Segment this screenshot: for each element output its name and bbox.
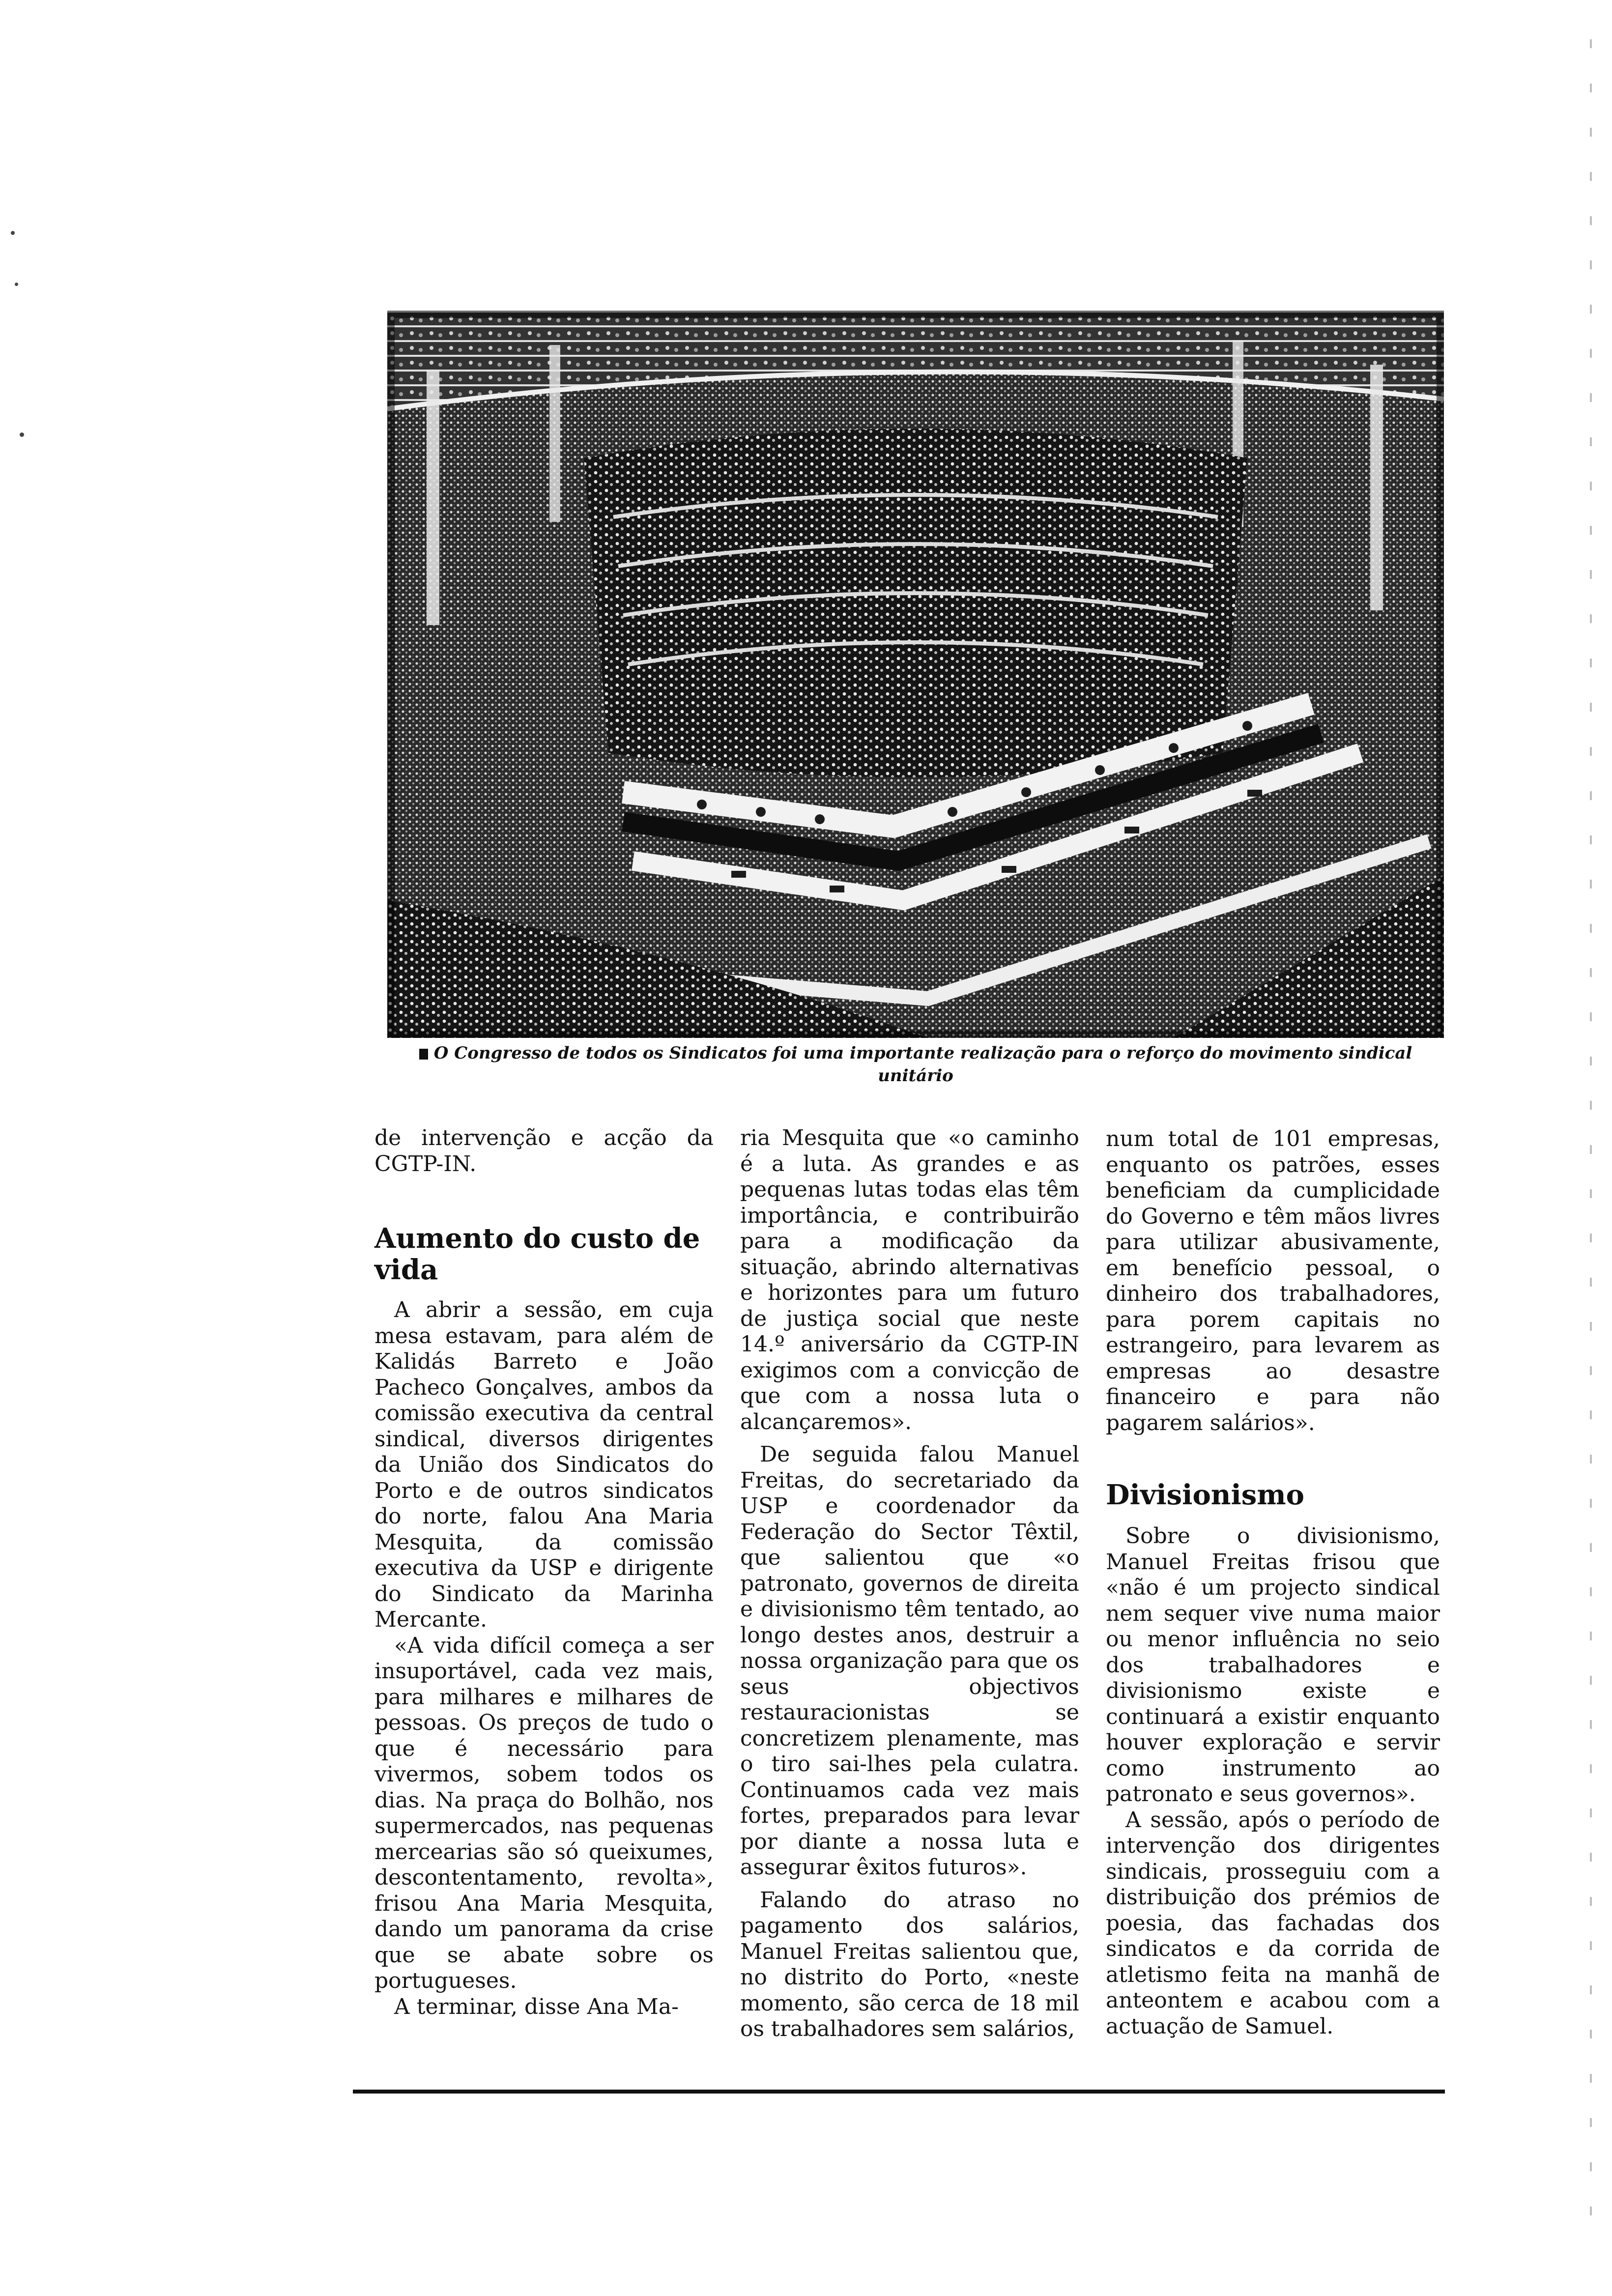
- column-2-paragraph-1: ria Mesquita que «o caminho é a luta. As grandes e as pequenas lutas todas elas têm importância, e contribuirão para a modificação da situação, abrindo alternativas e horizontes para um futuro de justiça social que neste 14.º aniversário da CGTP-IN exigimos com a convicção de que com a nossa luta o alcançaremos».: [740, 1125, 1079, 1435]
- caption-bullet: [419, 1049, 428, 1060]
- column-1-intro-text: de intervenção e acção da CGTP-IN.: [374, 1125, 714, 1177]
- heading-divisionismo: Divisionismo: [1106, 1479, 1304, 1511]
- column-2-paragraph-3: Falando do atraso no pagamento dos salários, Manuel Freitas salientou que, no distrito do Porto, «neste momento, são cerca de 18 mil os trabalhadores sem salários,: [740, 1887, 1079, 2041]
- heading-aumento-do-custo-de-vida: Aumento do custo de vida: [374, 1222, 700, 1286]
- congress-hall-photo: [387, 311, 1444, 1038]
- scan-speck: [15, 283, 18, 286]
- column-3-paragraph-1: num total de 101 empresas, enquanto os patrões, esses beneficiam da cumplicidade do Governo e têm mãos livres para utilizar abusivamente, em benefício pessoal, o dinheiro dos trabalhadores, para porem capitais no estrangeiro, para levarem as empresas ao desastre financeiro e para não pagarem salários».: [1106, 1126, 1440, 1435]
- column-2-paragraph-2: De seguida falou Manuel Freitas, do secretariado da USP e coordenador da Federação do Sector Têxtil, que salientou que «o patronato, governos de direita e divisionismo têm tentado, ao longo destes anos, destruir a nossa organização para que os seus objectivos restauracionistas se concretizem plenamente, mas o tiro sai-lhes pela culatra. Continuamos cada vez mais fortes, preparados para levar por diante a nossa luta e assegurar êxitos futuros».: [740, 1442, 1079, 1880]
- column-1-paragraph-3: A terminar, disse Ana Ma-: [394, 1994, 679, 2019]
- congress-hall-image: [387, 311, 1444, 1038]
- photo-caption: [382, 1042, 1449, 1087]
- column-1-paragraph-2: «A vida difícil começa a ser insuportável, cada vez mais, para milhares e milhares de pessoas. Os preços de tudo o que é necessário para vivermos, sobem todos os dias. Na praça do Bolhão, nos supermercados, nas pequenas mercearias são só queixumes, descontentamento, revolta», frisou Ana Maria Mesquita, dando um panorama da crise que se abate sobre os portugueses.: [374, 1633, 714, 1993]
- column-3-paragraph-3: A sessão, após o período de intervenção dos dirigentes sindicais, prosseguiu com a distribuição dos prémios de poesia, das fachadas dos sindicatos e da corrida de atletismo feita na manhã de anteontem e acabou com a actuação de Samuel.: [1106, 1807, 1440, 2039]
- scan-edge-marks: [1590, 39, 1592, 2251]
- column-3-top: [1106, 1126, 1440, 1436]
- column-1-intro: [374, 1125, 714, 1177]
- column-1-body: [374, 1297, 714, 2020]
- column-1-paragraph-1: A abrir a sessão, em cuja mesa estavam, para além de Kalidás Barreto e João Pacheco Gonçalves, ambos da comissão executiva da central sindical, diversos dirigentes da União dos Sindicatos do Porto e de outros sindicatos do norte, falou Ana Maria Mesquita, da comissão executiva da USP e dirigente do Sindicato da Marinha Mercante.: [374, 1297, 714, 1632]
- scan-speck: [20, 432, 24, 437]
- caption-text: O Congresso de todos os Sindicatos foi uma importante realização para o reforço do movimento sindical unitário: [433, 1043, 1412, 1086]
- column-3-body: [1106, 1523, 1440, 2039]
- column-3-paragraph-2: Sobre o divisionismo, Manuel Freitas frisou que «não é um projecto sindical nem sequer vive numa maior ou menor influência no seio dos trabalhadores e divisionismo existe e continuará a existir enquanto houver exploração e servir como instrumento ao patronato e seus governos».: [1106, 1523, 1440, 1807]
- bottom-rule: [353, 2090, 1445, 2094]
- scan-speck: [11, 231, 15, 235]
- column-2: [740, 1125, 1079, 2042]
